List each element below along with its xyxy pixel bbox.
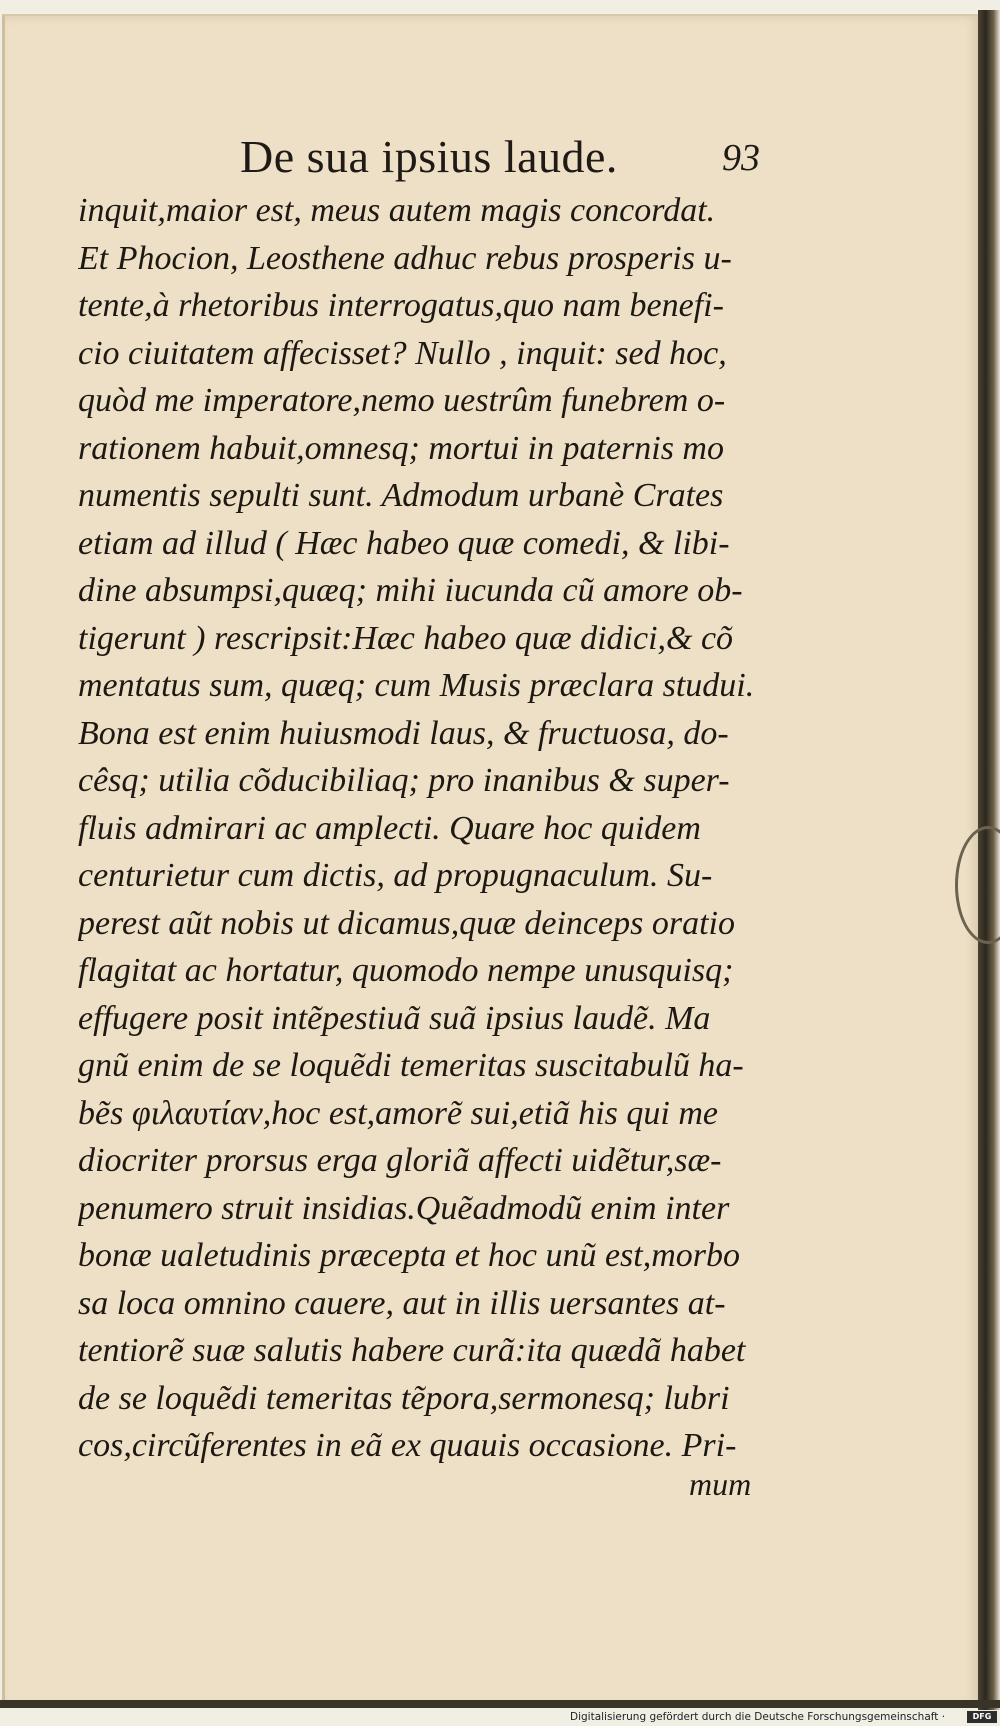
text-line: inquit,maior est, meus autem magis concordat. (78, 192, 716, 229)
book-bottom-edge (0, 1700, 1000, 1708)
body-text (78, 187, 778, 1470)
text-line: tigerunt ) rescripsit:Hæc habeo quæ didici,& cõ (78, 619, 734, 657)
digitization-credit: Digitalisierung gefördert durch die Deutsche Forschungsgemeinschaft · (570, 1711, 946, 1723)
text-line: penumero struit insidias.Quẽadmodũ enim inter (78, 1189, 730, 1227)
page-header (240, 130, 780, 190)
text-line: sa loca omnino cauere, aut in illis uersantes at- (78, 1284, 726, 1322)
text-line: tentiorẽ suæ salutis habere curã:ita quædã habet (78, 1332, 746, 1369)
text-line: Bona est enim huiusmodi laus, & fructuosa, do- (78, 714, 729, 752)
text-line: Et Phocion, Leosthene adhuc rebus prosperis u- (78, 239, 732, 277)
text-line: gnũ enim de se loquẽdi temeritas suscitabulũ ha- (78, 1047, 744, 1084)
text-line: dine absumpsi,quæq; mihi iucunda cũ amore ob- (78, 572, 743, 609)
text-line: fluis admirari ac amplecti. Quare hoc quidem (78, 809, 701, 847)
text-line: bẽs φιλαυτίαν,hoc est,amorẽ sui,etiã his qui me (78, 1094, 718, 1132)
text-line: mentatus sum, quæq; cum Musis præclara studui. (78, 667, 755, 704)
text-line: cio ciuitatem affecisset? Nullo , inquit: sed hoc, (78, 334, 727, 372)
text-line: rationem habuit,omnesq; mortui in paternis mo (78, 429, 724, 467)
running-head: De sua ipsius laude. (240, 131, 618, 182)
text-line: bonæ ualetudinis præcepta et hoc unũ est,morbo (78, 1237, 741, 1274)
text-line: tente,à rhetoribus interrogatus,quo nam benefi- (78, 287, 724, 324)
text-line: etiam ad illud ( Hæc habeo quæ comedi, & libi- (78, 524, 730, 562)
text-line: flagitat ac hortatur, quomodo nempe unusquisq; (78, 952, 734, 989)
text-line: centurietur cum dictis, ad propugnaculum. Su- (78, 857, 713, 894)
dfg-logo-badge: DFG (967, 1711, 997, 1723)
text-line: perest aũt nobis ut dicamus,quæ deinceps oratio (78, 904, 735, 942)
text-line: quòd me imperatore,nemo uestrûm funebrem o- (78, 382, 726, 419)
page-number: 93 (722, 137, 760, 179)
text-line: cos,circũferentes in eã ex quauis occasione. Pri- (78, 1427, 737, 1464)
text-line: cêsq; utilia cõducibiliaq; pro inanibus & super- (78, 762, 730, 799)
text-line: diocriter prorsus erga gloriã affecti uidẽtur,sæ- (78, 1142, 722, 1179)
text-line: de se loquẽdi temeritas tẽpora,sermonesq; lubri (78, 1379, 730, 1417)
text-line: numentis sepulti sunt. Admodum urbanè Crates (78, 477, 724, 514)
text-line: effugere posit intẽpestiuã suã ipsius laudẽ. Ma (78, 999, 711, 1037)
catchword: mum (689, 1466, 752, 1502)
